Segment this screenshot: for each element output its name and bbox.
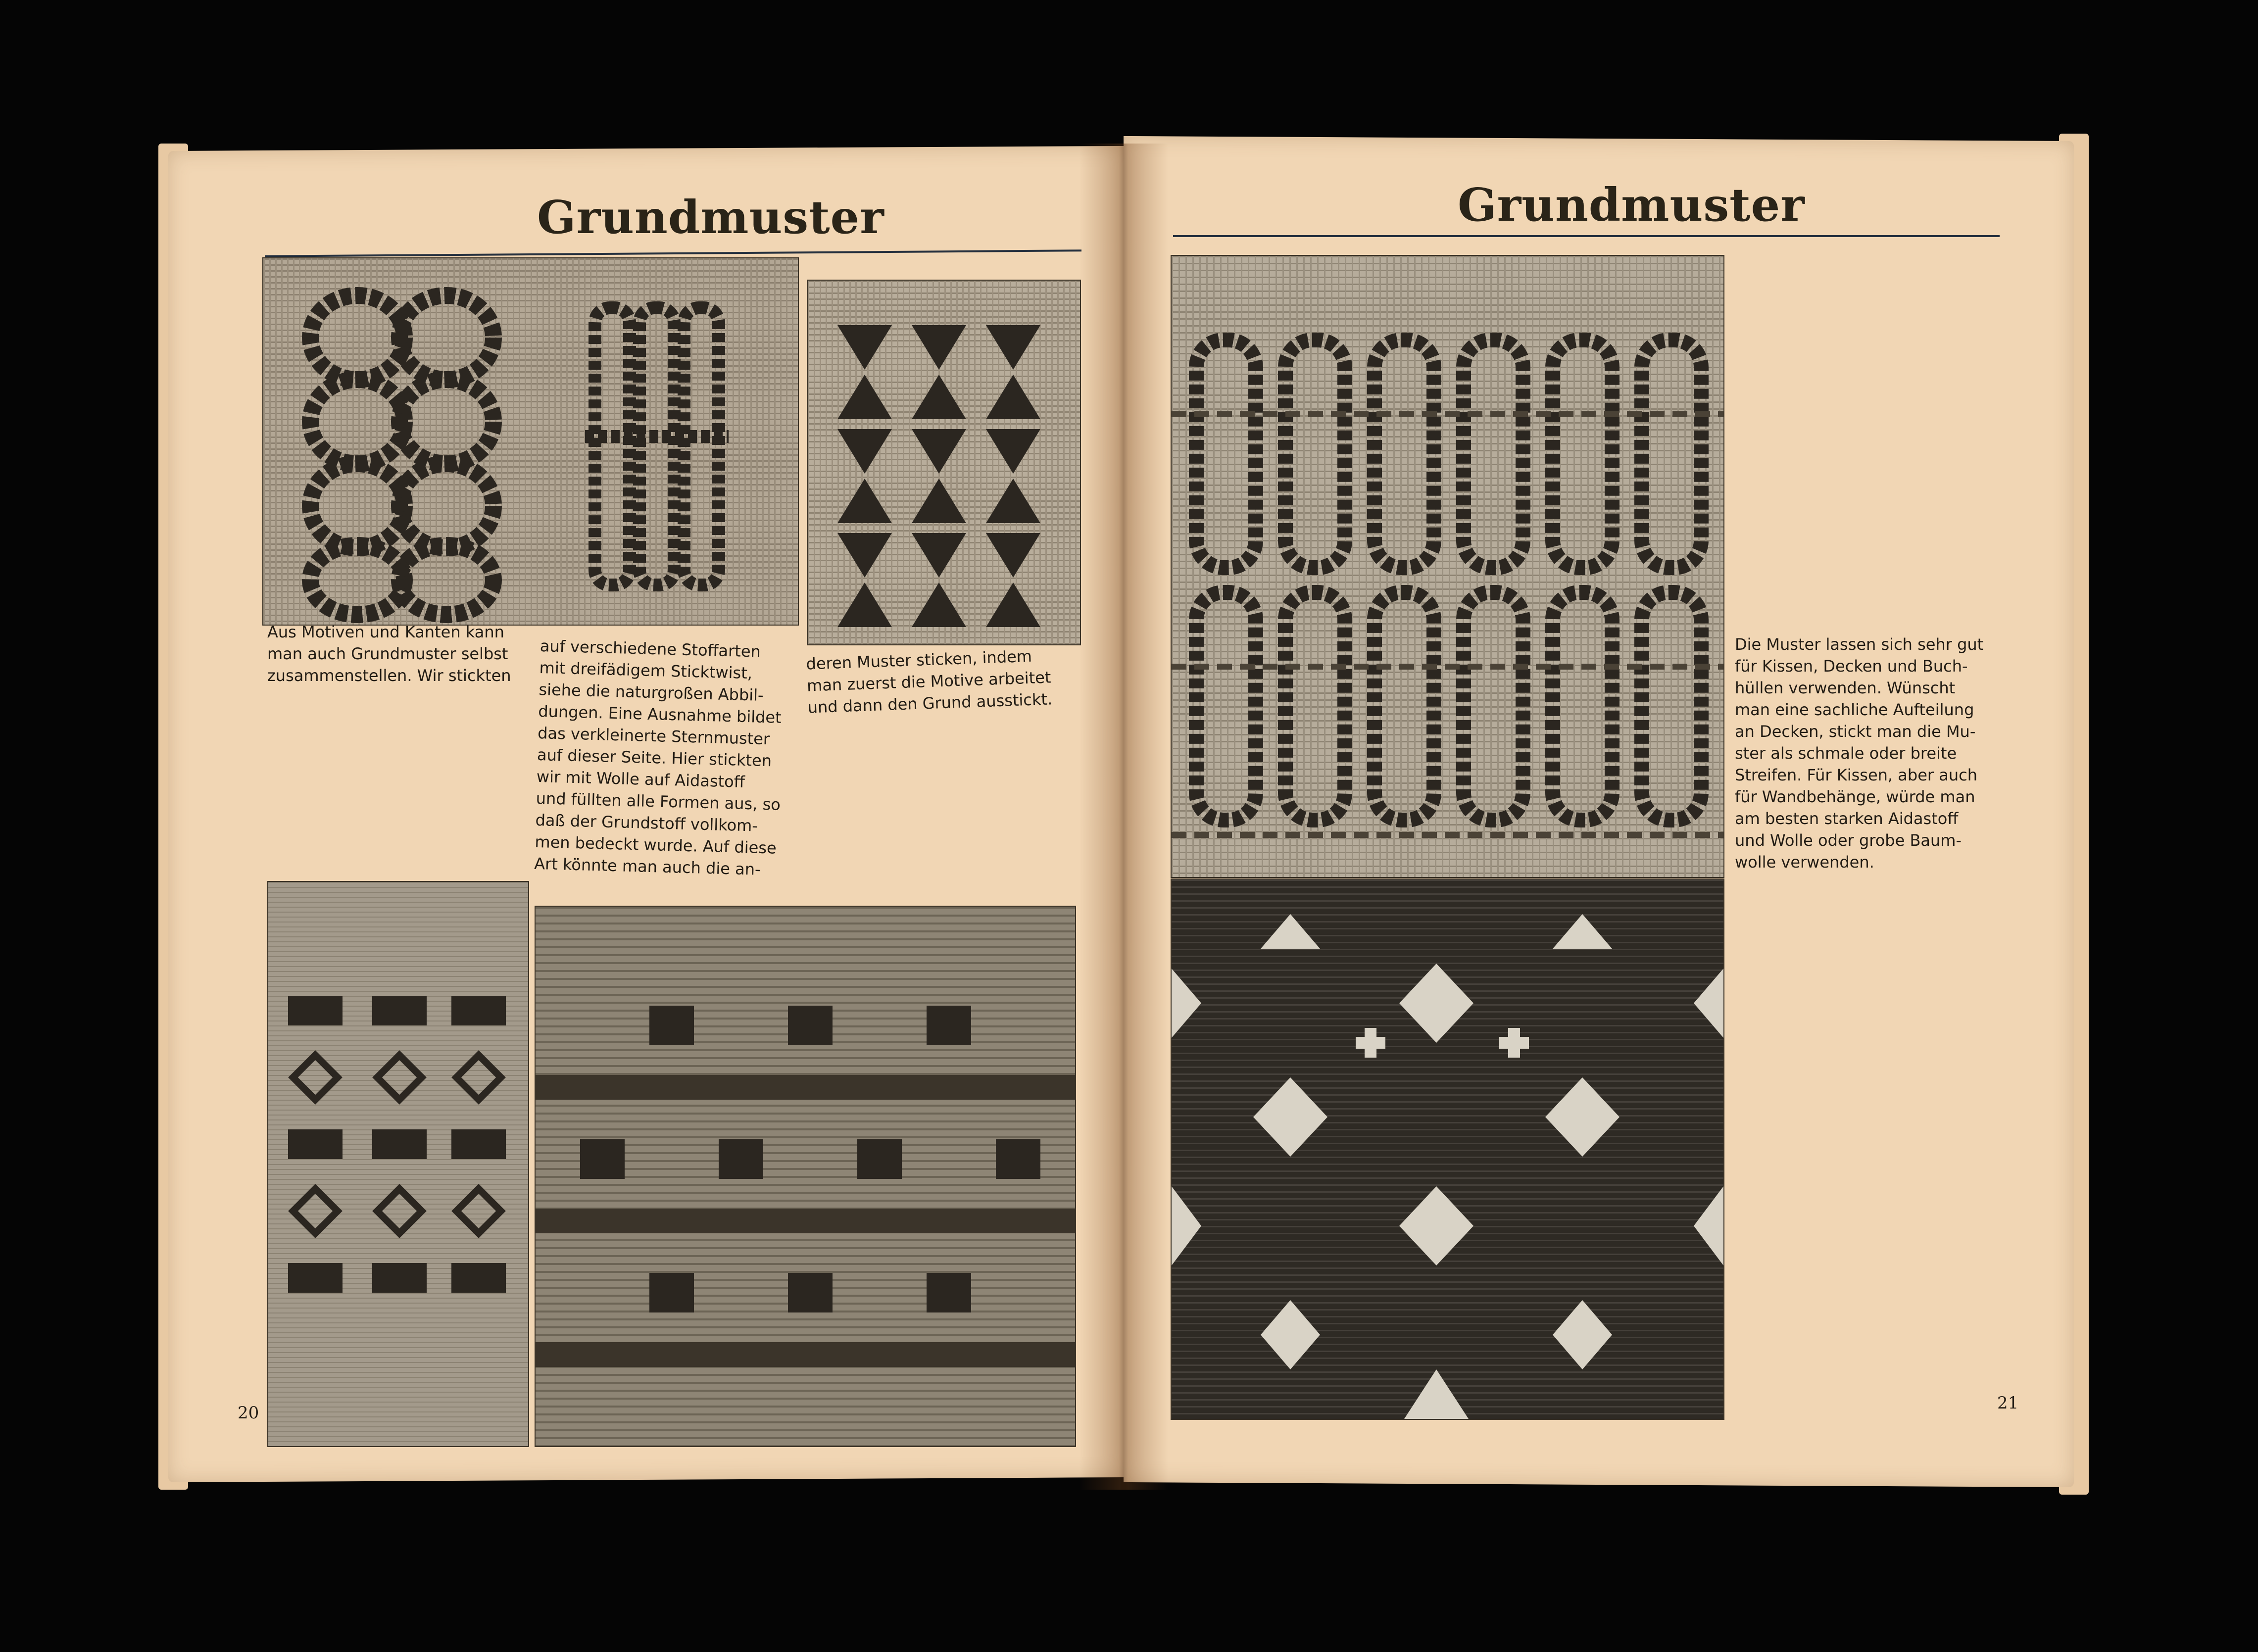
photo-chain-loops [1171,255,1724,878]
left-text-column-2: auf verschiedene Stoffarten mit dreifädigem Sticktwist, siehe die naturgroßen Abbil- dungen. Eine Ausnahme bildet das verkleinerte Sternmuster auf dieser Seite. Hier stickten wir mit Wolle auf Aidastoff und füllten alle Formen aus, so daß der Grundstoff vollkom- men bedeckt wurde. Auf diese Art könnte man auch die an- [534,636,782,879]
left-text-column-1: Aus Motiven und Kanten kann man auch Grundmuster selbst zusammenstellen. Wir stickten [267,623,511,685]
right-text-column: Die Muster lassen sich sehr gut für Kissen, Decken und Buch- hüllen verwenden. Wünscht man eine sachliche Aufteilung an Decken, stickt man die Mu- ster als schmale oder breite Streifen. Für Kissen, aber auch für Wandbehänge, würde man am besten starken Aidastoff und Wolle oder grobe Baum- wolle verwenden. [1735,635,1984,872]
photo-triangle-pattern [807,280,1081,645]
right-page-number: 21 [1997,1393,2019,1413]
left-page-title: Grundmuster [537,191,884,244]
photo-diamond-star-pattern [1171,878,1724,1420]
left-page-number: 20 [238,1403,259,1423]
photo-motif-rows [267,881,529,1447]
book-gutter [1079,144,1168,1490]
photo-cross-stitch-loops [262,257,799,626]
photo-star-pattern-wool [535,906,1076,1447]
right-title-rule [1173,235,2000,237]
right-page-title: Grundmuster [1458,178,1805,232]
left-text-column-3: deren Muster sticken, indem man zuerst die Motive arbeitet und dann den Grund ausstickt. [805,646,1053,717]
